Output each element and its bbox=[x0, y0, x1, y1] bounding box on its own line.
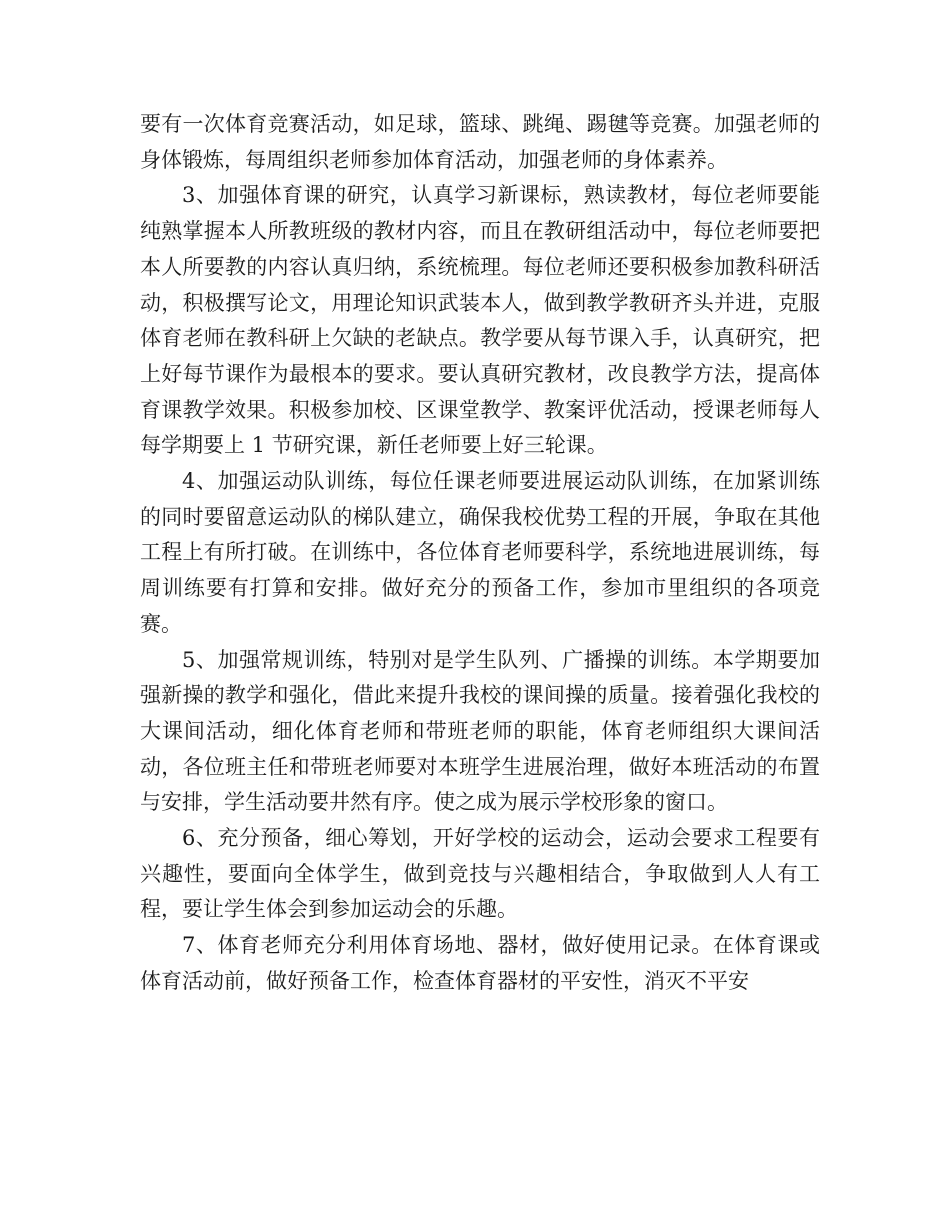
paragraph-item-4: 4、加强运动队训练，每位任课老师要进展运动队训练，在加紧训练的同时要留意运动队的梯队建立，确保我校优势工程的开展，争取在其他工程上有所打破。在训练中，各位体育老师要科学，系统地进展训练，每周训练要有打算和安排。做好充分的预备工作，参加市里组织的各项竞赛。 bbox=[140, 469, 820, 636]
paragraph-continued: 要有一次体育竞赛活动，如足球，篮球、跳绳、踢毽等竞赛。加强老师的身体锻炼，每周组织老师参加体育活动，加强老师的身体素养。 bbox=[140, 112, 820, 172]
paragraph-item-7: 7、体育老师充分利用体育场地、器材，做好使用记录。在体育课或体育活动前，做好预备工作，检查体育器材的平安性，消灭不平安 bbox=[140, 933, 820, 993]
paragraph-item-6: 6、充分预备，细心筹划，开好学校的运动会，运动会要求工程要有兴趣性，要面向全体学生，做到竞技与兴趣相结合，争取做到人人有工程，要让学生体会到参加运动会的乐趣。 bbox=[140, 826, 820, 922]
paragraph-item-5: 5、加强常规训练，特别对是学生队列、广播操的训练。本学期要加强新操的教学和强化，借此来提升我校的课间操的质量。接着强化我校的大课间活动，细化体育老师和带班老师的职能，体育老师组织大课间活动，各位班主任和带班老师要对本班学生进展治理，做好本班活动的布置与安排，学生活动要井然有序。使之成为展示学校形象的窗口。 bbox=[140, 647, 820, 815]
document-body bbox=[140, 107, 820, 1000]
paragraph-item-3: 3、加强体育课的研究，认真学习新课标，熟读教材，每位老师要能纯熟掌握本人所教班级的教材内容，而且在教研组活动中，每位老师要把本人所要教的内容认真归纳，系统梳理。每位老师还要积极参加教科研活动，积极撰写论文，用理论知识武装本人，做到教学教研齐头并进，克服体育老师在教科研上欠缺的老缺点。教学要从每节课入手，认真研究，把上好每节课作为最根本的要求。要认真研究教材，改良教学方法，提高体育课教学效果。积极参加校、区课堂教学、教案评优活动，授课老师每人每学期要上 1 节研究课，新任老师要上好三轮课。 bbox=[140, 183, 820, 458]
